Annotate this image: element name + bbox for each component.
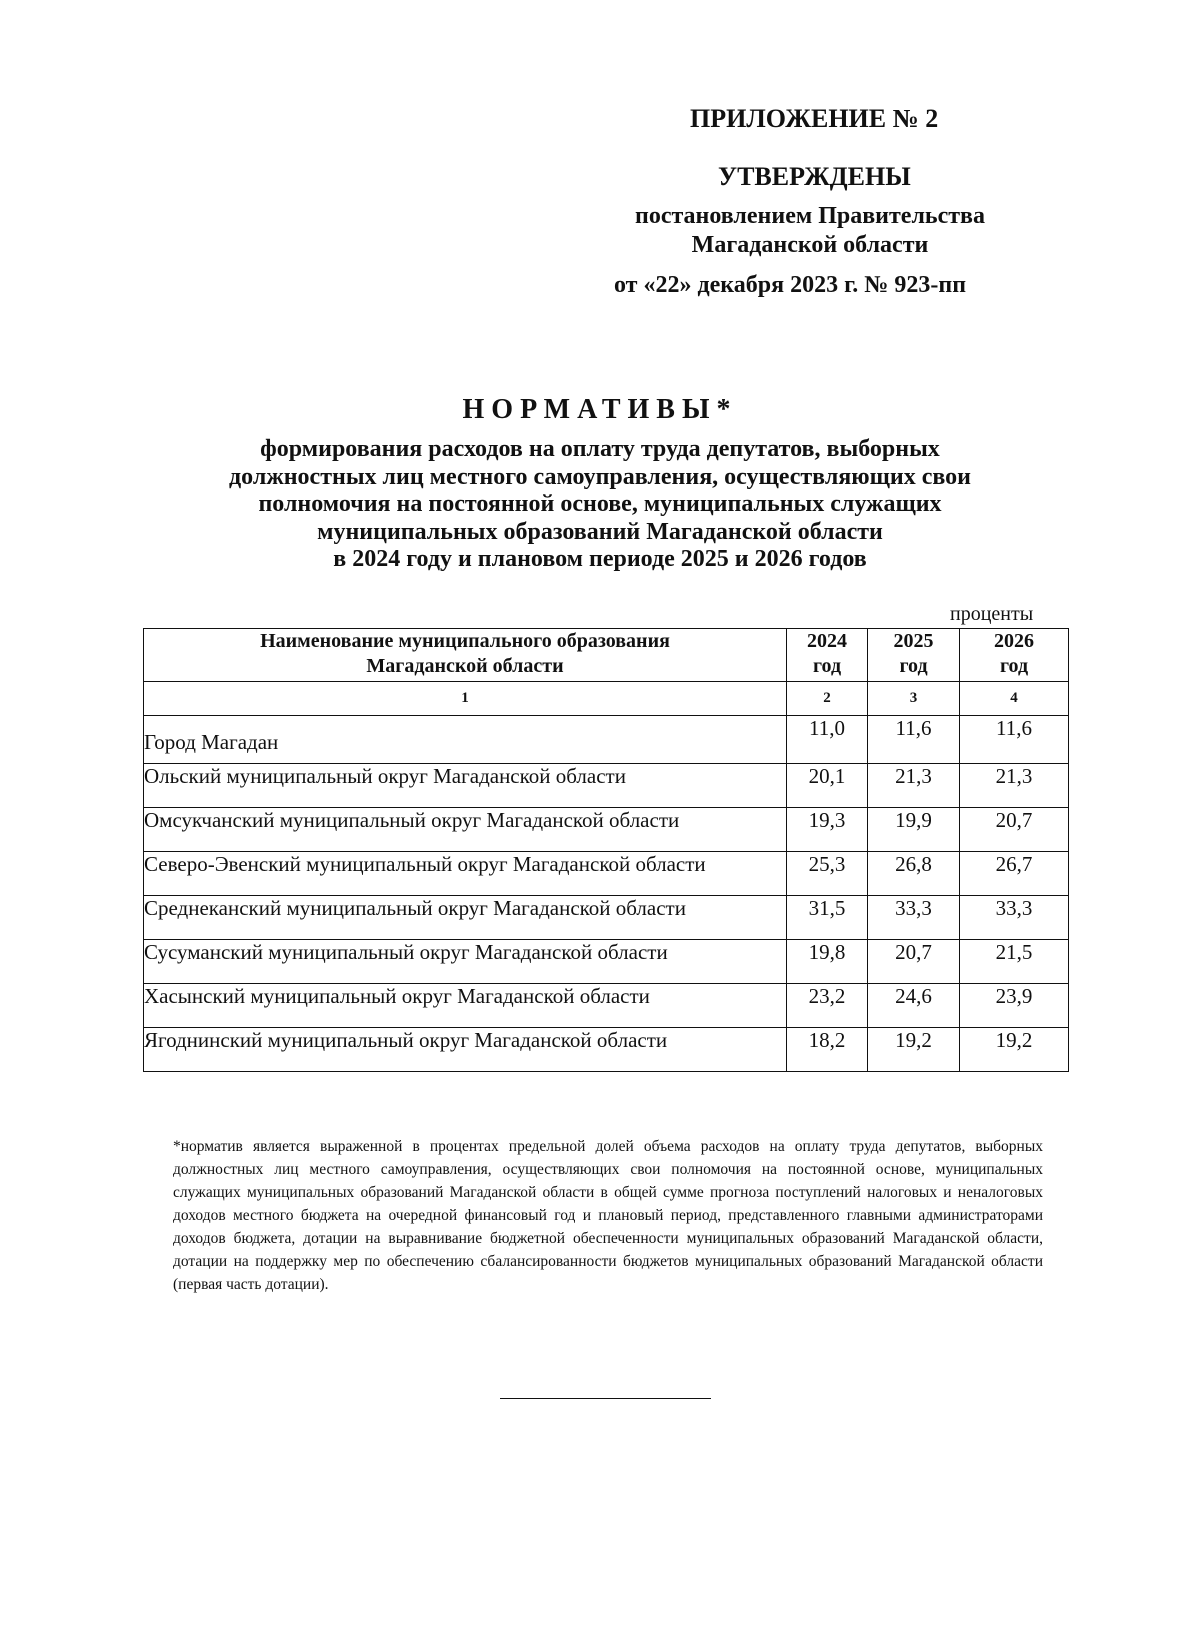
table-header-row (144, 629, 1069, 682)
subtitle-line: в 2024 году и плановом периоде 2025 и 2026 годов (333, 546, 867, 572)
municipality-name: Сусуманский муниципальный округ Магаданской области (144, 940, 787, 984)
header-2025: 2025 год (868, 629, 960, 682)
table-row (144, 764, 1069, 808)
subtitle-line: муниципальных образований Магаданской области (317, 518, 883, 545)
approved-by (590, 202, 1030, 260)
value-2024: 25,3 (787, 852, 868, 896)
table-row (144, 984, 1069, 1028)
value-2025: 19,9 (868, 808, 960, 852)
approved-label: УТВЕРЖДЕНЫ (718, 162, 911, 191)
value-2024: 18,2 (787, 1028, 868, 1072)
value-2025: 33,3 (868, 896, 960, 940)
value-2024: 23,2 (787, 984, 868, 1028)
value-2026: 21,5 (960, 940, 1069, 984)
municipality-name: Омсукчанский муниципальный округ Магаданской области (144, 808, 787, 852)
norms-table (143, 628, 1069, 1072)
approved-date: от «22» декабря 2023 г. № 923-пп (614, 272, 967, 298)
table-row (144, 896, 1069, 940)
table-row (144, 940, 1069, 984)
value-2024: 11,0 (787, 716, 868, 764)
column-number-row (144, 682, 1069, 716)
table-row (144, 852, 1069, 896)
municipality-name: Ольский муниципальный округ Магаданской области (144, 764, 787, 808)
value-2025: 19,2 (868, 1028, 960, 1072)
approved-by-line: постановлением Правительства (634, 203, 985, 229)
subtitle-line: формирования расходов на оплату труда депутатов, выборных (260, 436, 940, 462)
value-2026: 20,7 (960, 808, 1069, 852)
footnote: *норматив является выраженной в процентах предельной долей объема расходов на оплату труда депутатов, выборных должностных лиц местного самоуправления, осуществляющих свои полномочия на постоянной основе, муниципальных служащих муниципальных образований Магаданской области в общей сумме прогноза поступлений налоговых и неналоговых доходов местного бюджета на очередной финансовый год и плановый период, представленного главными администраторами доходов бюджета, дотации на выравнивание бюджетной обеспеченности муниципальных образований Магаданской области, дотации на поддержку мер по обеспечению сбалансированности бюджетов муниципальных образований Магаданской области (первая часть дотации). (173, 1138, 1043, 1293)
document-title: НОРМАТИВЫ* (462, 394, 738, 425)
appendix-number: ПРИЛОЖЕНИЕ № 2 (690, 104, 939, 133)
value-2024: 20,1 (787, 764, 868, 808)
municipality-name: Город Магадан (144, 716, 787, 764)
value-2025: 11,6 (868, 716, 960, 764)
column-number: 1 (144, 682, 787, 716)
header-municipality: Наименование муниципального образования Магаданской области (144, 629, 787, 682)
value-2026: 23,9 (960, 984, 1069, 1028)
column-number: 2 (787, 682, 868, 716)
value-2024: 31,5 (787, 896, 868, 940)
column-number: 4 (960, 682, 1069, 716)
value-2026: 21,3 (960, 764, 1069, 808)
value-2026: 26,7 (960, 852, 1069, 896)
value-2025: 21,3 (868, 764, 960, 808)
units-label: проценты (950, 603, 1034, 625)
header-2026: 2026 год (960, 629, 1069, 682)
subtitle-line: должностных лиц местного самоуправления, осуществляющих свои (229, 463, 971, 490)
value-2024: 19,8 (787, 940, 868, 984)
table-row (144, 716, 1069, 764)
value-2026: 19,2 (960, 1028, 1069, 1072)
column-number: 3 (868, 682, 960, 716)
subtitle-line: полномочия на постоянной основе, муниципальных служащих (258, 491, 942, 517)
table-row (144, 1028, 1069, 1072)
end-rule (500, 1398, 711, 1399)
value-2024: 19,3 (787, 808, 868, 852)
municipality-name: Северо-Эвенский муниципальный округ Магаданской области (144, 852, 787, 896)
value-2026: 33,3 (960, 896, 1069, 940)
municipality-name: Хасынский муниципальный округ Магаданской области (144, 984, 787, 1028)
header-2024: 2024 год (787, 629, 868, 682)
table-row (144, 808, 1069, 852)
value-2025: 20,7 (868, 940, 960, 984)
municipality-name: Среднеканский муниципальный округ Магаданской области (144, 896, 787, 940)
approved-by-line: Магаданской области (691, 232, 929, 258)
value-2026: 11,6 (960, 716, 1069, 764)
document-subtitle (150, 436, 1050, 574)
value-2025: 24,6 (868, 984, 960, 1028)
value-2025: 26,8 (868, 852, 960, 896)
municipality-name: Ягоднинский муниципальный округ Магаданской области (144, 1028, 787, 1072)
